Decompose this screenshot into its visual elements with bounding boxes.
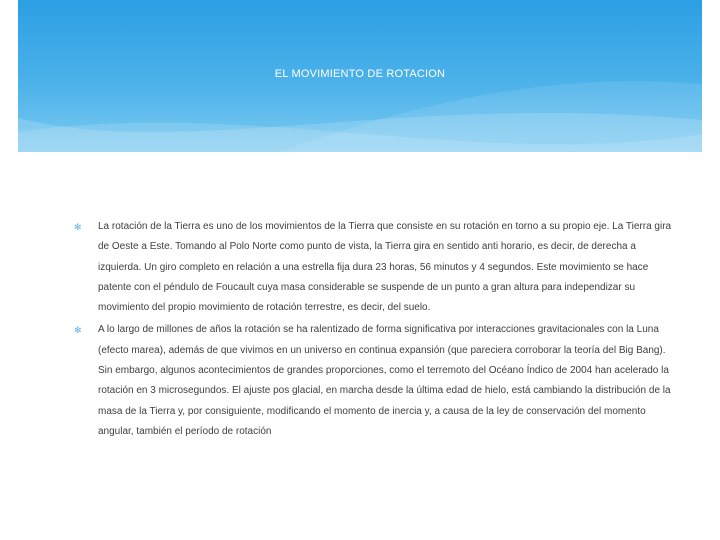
asterisk-bullet-icon: ✻ (74, 325, 82, 336)
slide-title: EL MOVIMIENTO DE ROTACION (274, 68, 446, 80)
bullet-text: A lo largo de millones de años la rotación se ha ralentizado de forma significativa por interacciones gravitacionales con la Luna (efecto marea), además de que vivimos en un universo en continua expansión (que pareciera corroborar la teoría del Big Bang). Sin embargo, algunos acontecimientos de grandes proporciones, como el terremoto del Océano Índico de 2004 han acelerado la rotación en 3 microsegundos. El ajuste pos glacial, en marcha desde la última edad de hielo, está cambiando la distribución de la masa de la Tierra y, por consiguiente, modificando el momento de inercia y, a causa de la ley de conservación del momento angular, también el período de rotación (98, 324, 671, 437)
bullet-list (74, 217, 674, 442)
bullet-text: La rotación de la Tierra es uno de los movimientos de la Tierra que consiste en su rotación en torno a su propio eje. La Tierra gira de Oeste a Este. Tomando al Polo Norte como punto de vista, la Tierra gira en sentido anti horario, es decir, de derecha a izquierda. Un giro completo en relación a una estrella fija dura 23 horas, 56 minutos y 4 segundos. Este movimiento se hace patente con el péndulo de Foucault cuya masa considerable se suspende de un punto a gran altura para independizar su movimiento del propio movimiento de rotación terrestre, es decir, del suelo. (98, 221, 672, 314)
bullet-item-rotation (74, 217, 674, 318)
bullet-item-slowdown (74, 320, 674, 442)
asterisk-bullet-icon: ✻ (74, 222, 82, 232)
